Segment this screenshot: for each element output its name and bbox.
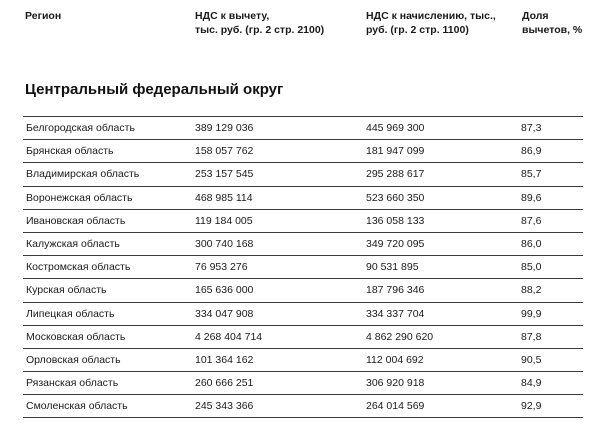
cell-region: Владимирская область <box>26 168 140 181</box>
cell-deduction-share: 85,0 <box>521 261 542 274</box>
cell-vat-deduction: 300 740 168 <box>195 237 254 250</box>
table-row <box>23 186 583 209</box>
cell-region: Костромская область <box>26 261 131 274</box>
header-vat-accrual <box>366 9 496 37</box>
header-vat-deduction-line2: тыс. руб. (гр. 2 стр. 2100) <box>195 24 325 36</box>
cell-vat-accrual: 445 969 300 <box>366 122 425 134</box>
cell-deduction-share: 92,9 <box>521 400 542 413</box>
header-vat-accrual-line2: руб. (гр. 2 стр. 1100) <box>366 24 469 36</box>
table-row <box>23 209 583 232</box>
header-deduction-share-line1: Доля <box>522 10 549 22</box>
table-header <box>0 0 598 44</box>
cell-vat-accrual: 334 337 704 <box>366 307 425 320</box>
data-table <box>23 116 583 441</box>
cell-region: Брянская область <box>26 145 114 158</box>
header-region <box>25 9 61 23</box>
cell-region: Ивановская область <box>26 214 126 227</box>
cell-region: Липецкая область <box>26 307 115 320</box>
header-vat-deduction-line1: НДС к вычету, <box>195 10 270 22</box>
cell-deduction-share: 90,5 <box>521 353 542 366</box>
cell-deduction-share: 86,9 <box>521 145 542 158</box>
header-vat-accrual-line1: НДС к начислению, тыс., <box>366 10 496 22</box>
cell-region: Курская область <box>26 284 107 297</box>
section-title: Центральный федеральный округ <box>25 81 284 98</box>
cell-vat-deduction: 119 184 005 <box>195 214 253 227</box>
cell-vat-accrual: 4 862 290 620 <box>366 330 434 343</box>
cell-deduction-share: 89,6 <box>521 191 542 204</box>
cell-region: Московская область <box>26 330 126 343</box>
header-deduction-share-line2: вычетов, % <box>522 24 583 36</box>
cell-vat-deduction: 76 953 276 <box>195 261 248 274</box>
cell-vat-deduction: 101 364 162 <box>195 353 254 366</box>
cell-vat-accrual: 349 720 095 <box>366 237 425 250</box>
cell-region: Рязанская область <box>26 377 119 390</box>
cell-vat-deduction: 253 157 545 <box>195 168 254 181</box>
cell-vat-accrual: 306 920 918 <box>366 377 425 390</box>
cell-vat-accrual: 187 796 346 <box>366 284 425 297</box>
table-row <box>23 255 583 278</box>
cell-deduction-share: 99,9 <box>521 307 542 320</box>
cell-vat-deduction: 468 985 114 <box>195 191 253 204</box>
header-vat-deduction <box>195 9 324 37</box>
cell-deduction-share: 87,8 <box>521 330 542 343</box>
table-row <box>23 116 583 139</box>
cell-vat-deduction: 245 343 366 <box>195 400 254 413</box>
cell-vat-accrual: 264 014 569 <box>366 400 425 413</box>
cell-deduction-share: 87,6 <box>521 214 542 227</box>
table-row <box>23 139 583 162</box>
table-row <box>23 371 583 394</box>
cell-region: Воронежская область <box>26 191 133 204</box>
header-region-label: Регион <box>25 10 62 22</box>
cell-region: Орловская область <box>26 353 121 366</box>
cell-deduction-share: 85,7 <box>521 168 542 181</box>
cell-vat-deduction: 389 129 036 <box>195 122 254 134</box>
cell-region: Калужская область <box>26 237 120 250</box>
table-row <box>23 278 583 301</box>
cell-vat-accrual: 136 058 133 <box>366 214 425 227</box>
cell-vat-deduction: 4 268 404 714 <box>195 330 263 343</box>
table-row <box>23 325 583 348</box>
table-row <box>23 348 583 371</box>
cell-vat-deduction: 334 047 908 <box>195 307 254 320</box>
cell-deduction-share: 88,2 <box>521 284 542 297</box>
cell-vat-accrual: 90 531 895 <box>366 261 419 274</box>
cell-deduction-share: 84,9 <box>521 377 542 390</box>
header-deduction-share <box>522 9 582 37</box>
cell-region: Белгородская область <box>26 122 135 134</box>
table-row <box>23 162 583 185</box>
cell-vat-deduction: 158 057 762 <box>195 145 254 158</box>
cell-deduction-share: 87,3 <box>521 122 542 134</box>
cell-vat-accrual: 181 947 099 <box>366 145 425 158</box>
cell-vat-deduction: 260 666 251 <box>195 377 254 390</box>
cell-vat-deduction: 165 636 000 <box>195 284 254 297</box>
cell-vat-accrual: 112 004 692 <box>366 353 424 366</box>
table-row-partial <box>23 417 583 440</box>
table-row <box>23 394 583 417</box>
table-row <box>23 302 583 325</box>
cell-deduction-share: 86,0 <box>521 237 542 250</box>
cell-region: Смоленская область <box>26 400 128 413</box>
cell-vat-accrual: 295 288 617 <box>366 168 425 181</box>
cell-vat-accrual: 523 660 350 <box>366 191 425 204</box>
table-row <box>23 232 583 255</box>
